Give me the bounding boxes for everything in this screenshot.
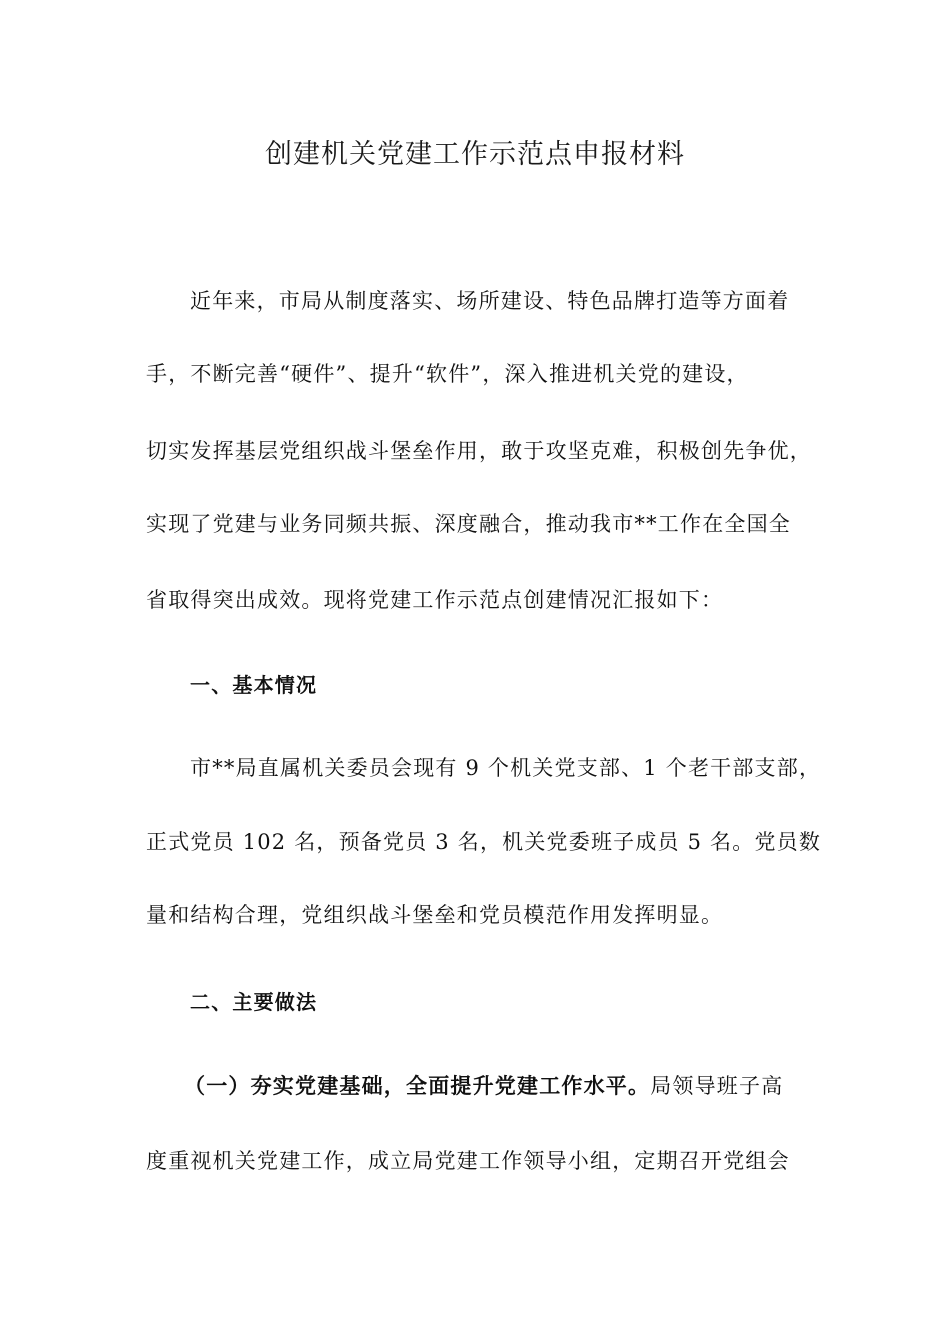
subheading-continuation: 局领导班子高 (650, 1074, 784, 1098)
document-title: 创建机关党建工作示范点申报材料 (265, 139, 685, 170)
intro-line-3: 切实发挥基层党组织战斗堡垒作用，敢于攻坚克难，积极创先争优， (146, 439, 812, 463)
intro-line-4: 实现了党建与业务同频共振、深度融合，推动我市**工作在全国全 (146, 512, 791, 536)
intro-line-1: 近年来，市局从制度落实、场所建设、特色品牌打造等方面着 (190, 289, 790, 313)
section-1-heading: 一、基本情况 (190, 673, 318, 697)
section-2-sub1-line-1 (184, 1071, 783, 1101)
intro-line-2: 手，不断完善“硬件”、提升“软件”，深入推进机关党的建设， (146, 362, 749, 386)
subheading-bold: （一）夯实党建基础，全面提升党建工作水平。 (184, 1074, 651, 1098)
section-1-line-3: 量和结构合理，党组织战斗堡垒和党员模范作用发挥明显。 (146, 903, 724, 927)
section-2-heading: 二、主要做法 (190, 990, 318, 1014)
section-1-line-2: 正式党员 102 名，预备党员 3 名，机关党委班子成员 5 名。党员数 (146, 830, 822, 854)
section-1-line-1: 市**局直属机关委员会现有 9 个机关党支部、1 个老干部支部， (190, 756, 822, 780)
section-2-sub1-line-2: 度重视机关党建工作，成立局党建工作领导小组，定期召开党组会 (146, 1149, 790, 1173)
intro-line-5: 省取得突出成效。现将党建工作示范点创建情况汇报如下： (146, 588, 724, 612)
